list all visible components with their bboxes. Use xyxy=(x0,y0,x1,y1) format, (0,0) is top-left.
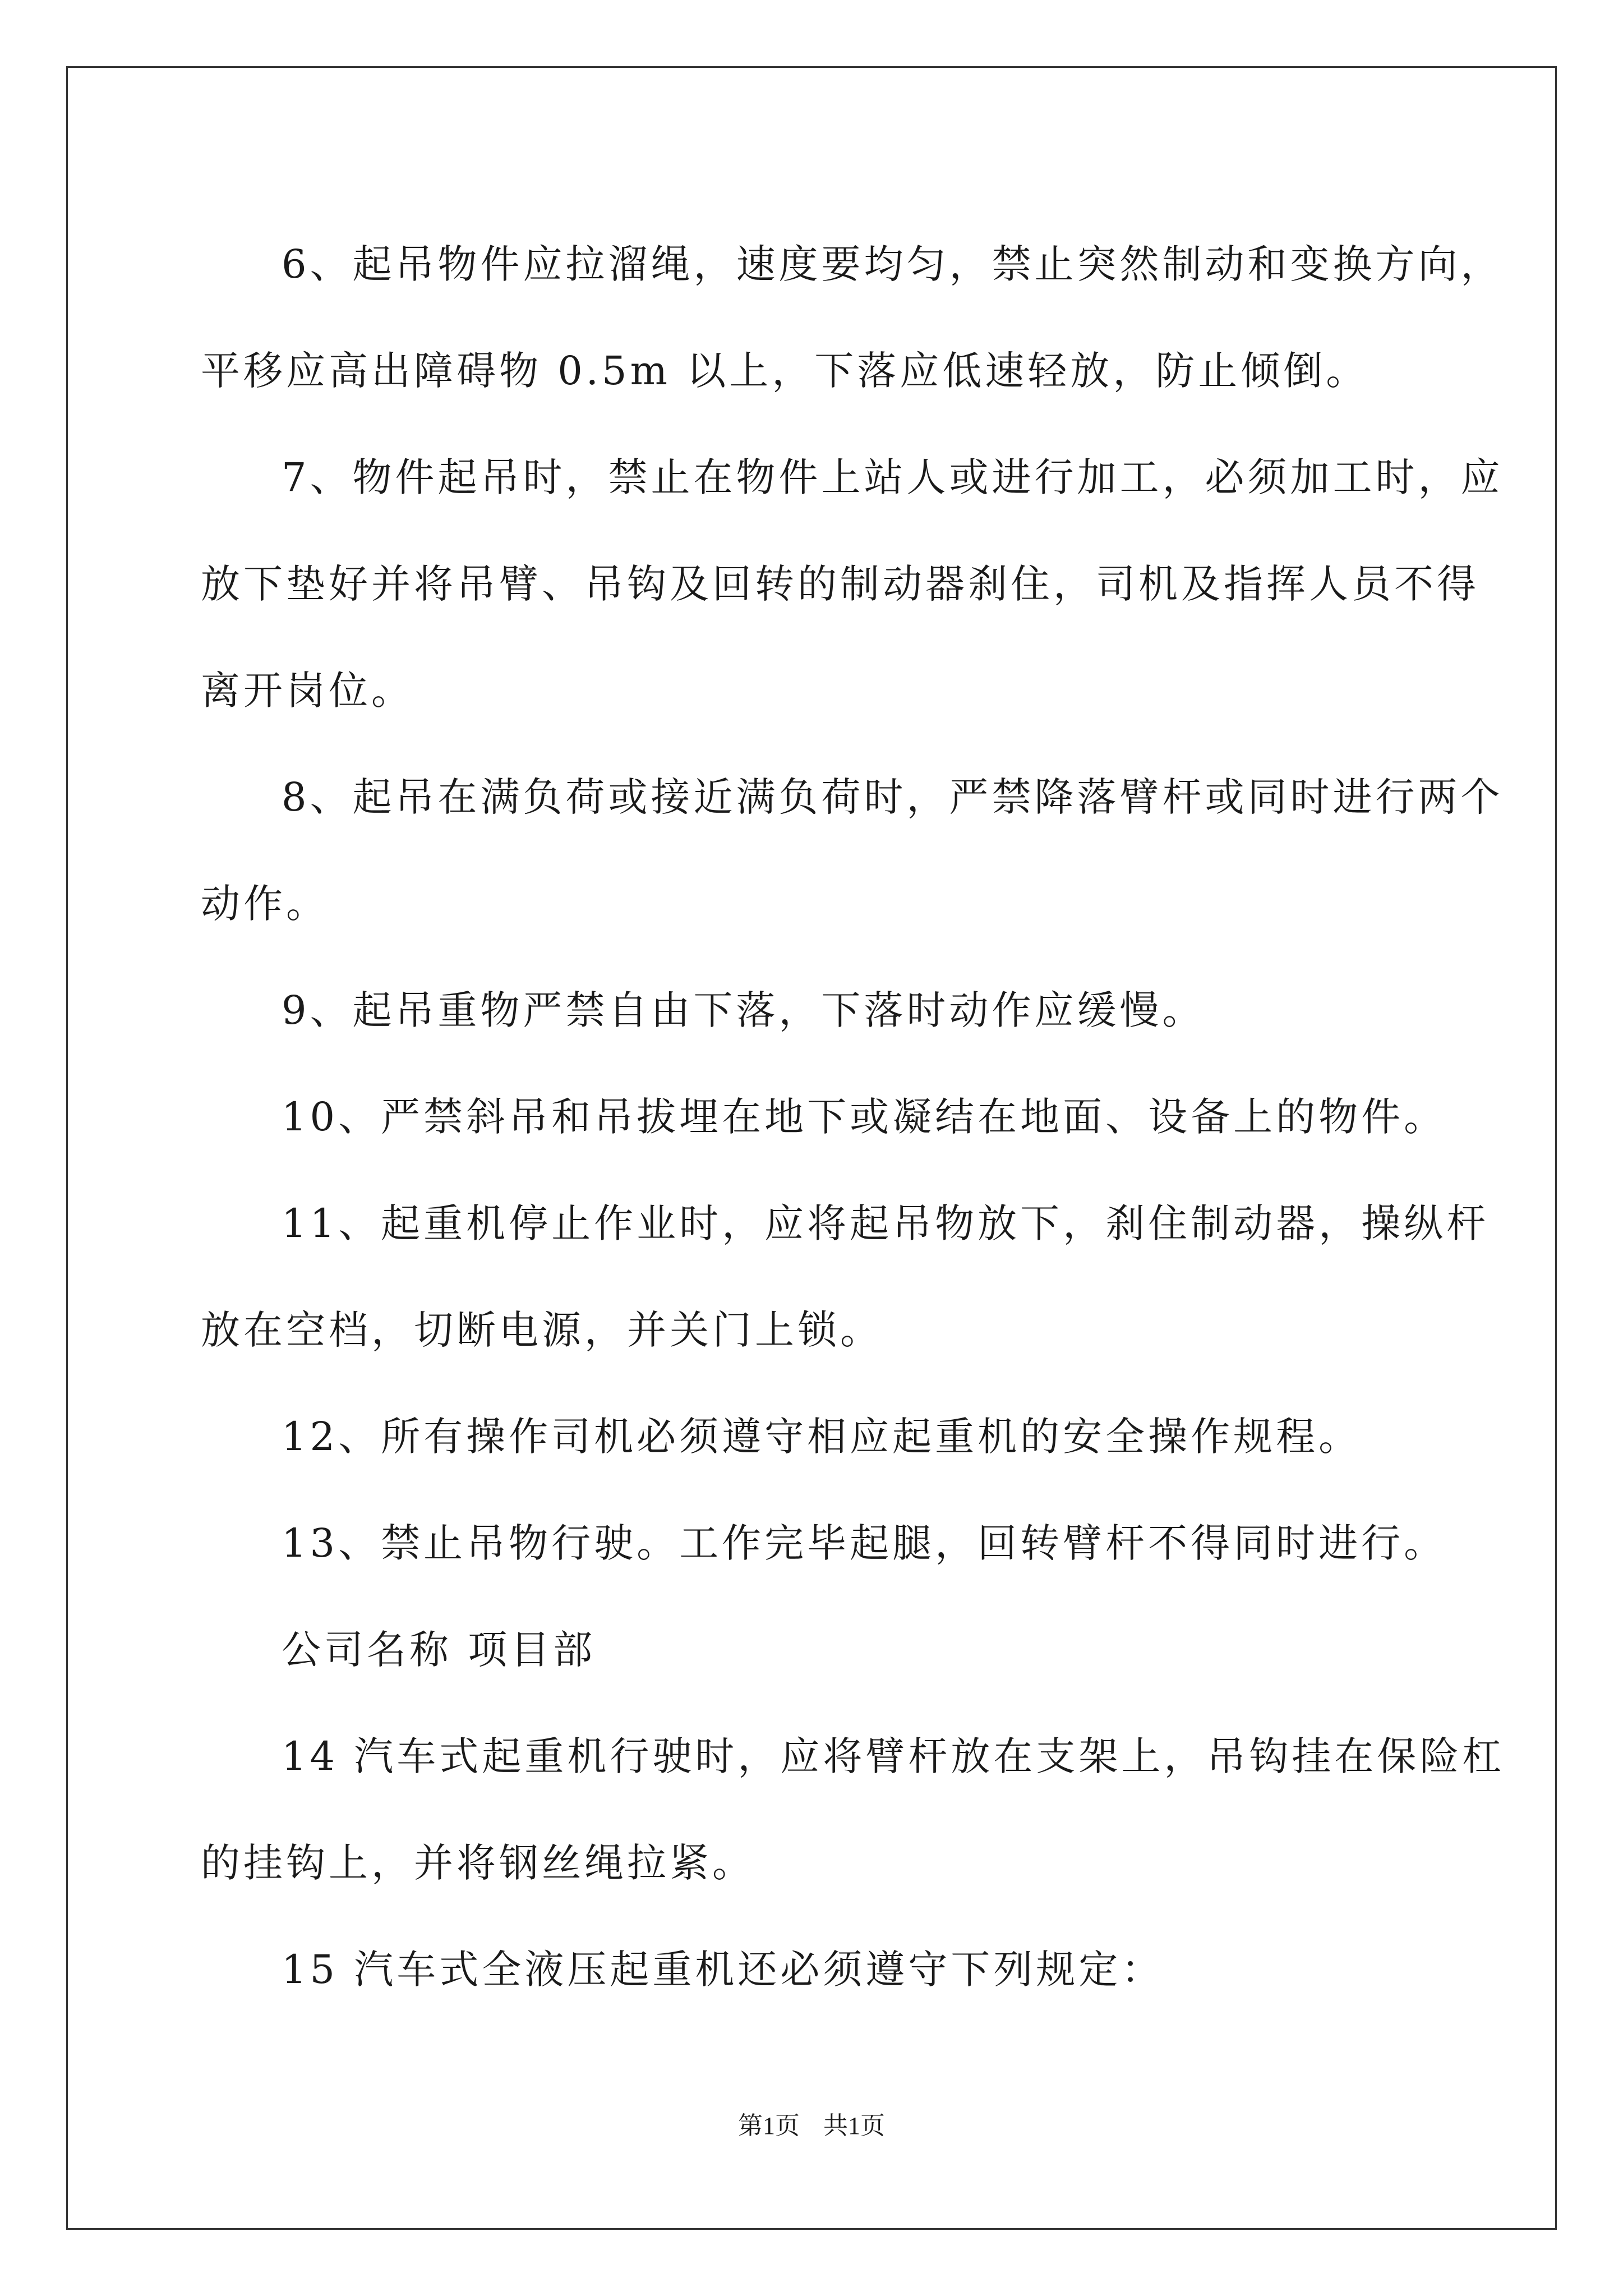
text-line: 平移应高出障碍物 0.5m 以上，下落应低速轻放，防止倾倒。 xyxy=(201,348,1369,394)
text-line: 6、起吊物件应拉溜绳，速度要均匀，禁止突然制动和变换方向， xyxy=(282,241,1504,287)
text-line: 13、禁止吊物行驶。工作完毕起腿，回转臂杆不得同时进行。 xyxy=(282,1520,1447,1566)
text-line: 14 汽车式起重机行驶时，应将臂杆放在支架上，吊钩挂在保险杠 xyxy=(282,1733,1505,1779)
text-line: 动作。 xyxy=(201,881,329,927)
text-line: 11、起重机停止作业时，应将起吊物放下，刹住制动器，操纵杆 xyxy=(282,1200,1490,1246)
text-line: 9、起吊重物严禁自由下落，下落时动作应缓慢。 xyxy=(282,987,1205,1033)
page-number: 第1页 xyxy=(738,2112,800,2139)
page-footer xyxy=(0,2109,1623,2143)
text-line: 公司名称 项目部 xyxy=(282,1627,596,1673)
text-line: 的挂钩上，并将钢丝绳拉紧。 xyxy=(201,1840,755,1886)
text-line: 放在空档，切断电源，并关门上锁。 xyxy=(201,1307,883,1353)
page-total: 共1页 xyxy=(823,2112,885,2139)
text-line: 12、所有操作司机必须遵守相应起重机的安全操作规程。 xyxy=(282,1414,1362,1460)
text-line: 放下垫好并将吊臂、吊钩及回转的制动器刹住，司机及指挥人员不得 xyxy=(201,561,1479,607)
text-line: 8、起吊在满负荷或接近满负荷时，严禁降落臂杆或同时进行两个 xyxy=(282,774,1504,820)
document-body xyxy=(201,211,1505,2023)
text-line: 15 汽车式全液压起重机还必须遵守下列规定： xyxy=(282,1947,1164,1993)
text-line: 离开岗位。 xyxy=(201,668,414,714)
text-line: 7、物件起吊时，禁止在物件上站人或进行加工，必须加工时，应 xyxy=(282,454,1504,500)
text-line: 10、严禁斜吊和吊拔埋在地下或凝结在地面、设备上的物件。 xyxy=(282,1094,1447,1140)
